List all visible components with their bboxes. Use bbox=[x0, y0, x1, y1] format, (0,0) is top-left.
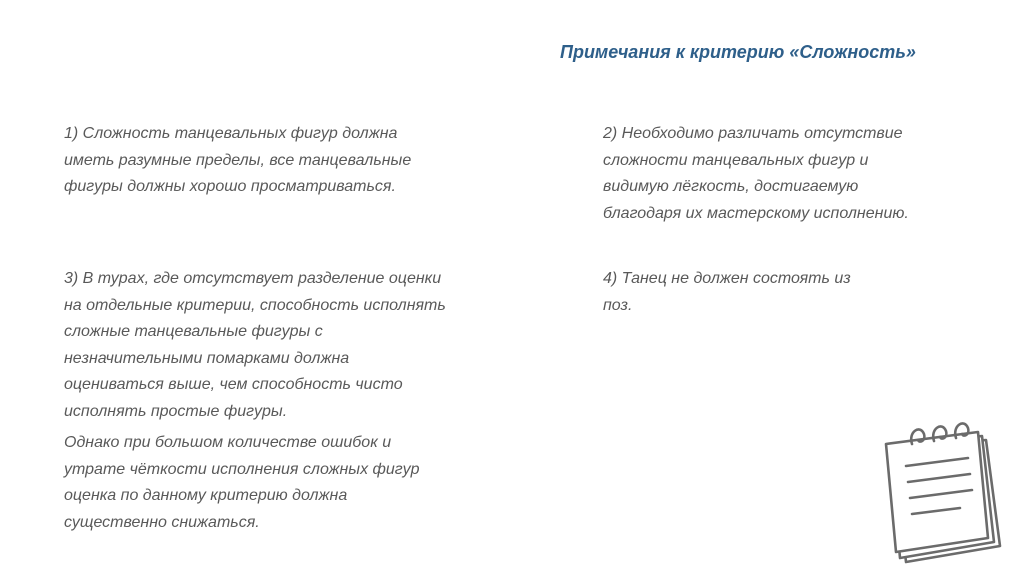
note-line: благодаря их мастерскому исполнению. bbox=[603, 204, 909, 222]
note-line: поз. bbox=[603, 296, 633, 314]
note-line: 3) В турах, где отсутствует разделение оценки bbox=[64, 270, 442, 287]
note-line: оцениваться выше, чем способность чисто bbox=[64, 376, 403, 393]
note-3-extra-paragraph bbox=[64, 430, 544, 536]
notepad-icon bbox=[880, 418, 1004, 568]
note-2 bbox=[603, 121, 1003, 227]
note-3-paragraph bbox=[64, 266, 544, 425]
note-line: 2) Необходимо различать отсутствие bbox=[603, 125, 903, 142]
page-title: Примечания к критерию «Сложность» bbox=[560, 42, 916, 62]
note-line: незначительными помарками должна bbox=[64, 349, 350, 367]
note-4-paragraph bbox=[603, 266, 923, 319]
note-line: Однако при большом количестве ошибок и bbox=[64, 434, 392, 451]
note-line: оценка по данному критерию должна bbox=[64, 487, 348, 504]
note-line: 1) Сложность танцевальных фигур должна bbox=[64, 125, 398, 142]
note-4 bbox=[603, 266, 923, 319]
note-line: фигуры должны хорошо просматриваться. bbox=[64, 178, 396, 195]
note-line: сложности танцевальных фигур и bbox=[603, 151, 869, 169]
note-3 bbox=[64, 266, 544, 536]
note-1-paragraph bbox=[64, 121, 534, 201]
note-line: 4) Танец не должен состоять из bbox=[603, 270, 851, 287]
note-line: утрате чёткости исполнения сложных фигур bbox=[64, 460, 420, 478]
note-line: исполнять простые фигуры. bbox=[64, 402, 288, 420]
note-line: существенно снижаться. bbox=[64, 513, 260, 531]
note-1 bbox=[64, 121, 534, 201]
note-line: на отдельные критерии, способность исполнять bbox=[64, 296, 446, 314]
note-line: иметь разумные пределы, все танцевальные bbox=[64, 151, 412, 169]
note-2-paragraph bbox=[603, 121, 1003, 227]
note-line: сложные танцевальные фигуры с bbox=[64, 323, 323, 340]
note-line: видимую лёгкость, достигаемую bbox=[603, 178, 859, 195]
